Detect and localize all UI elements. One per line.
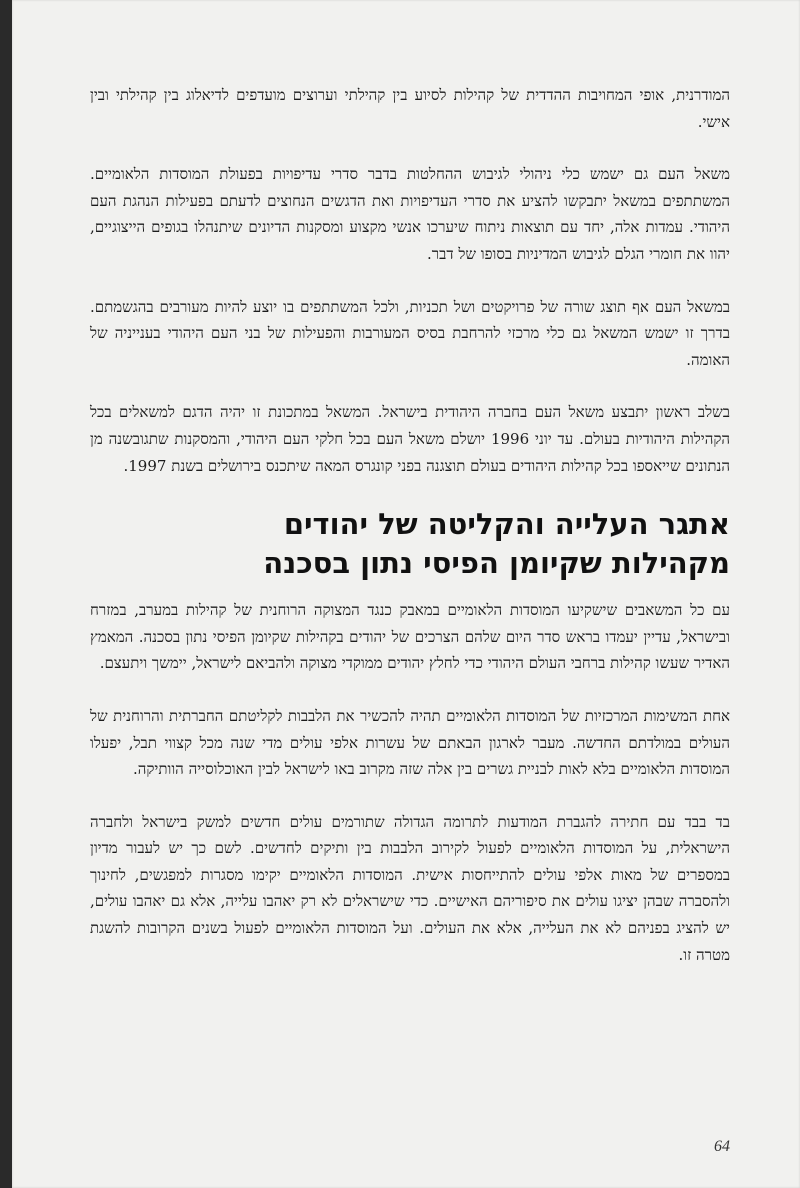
section-heading-line-1: אתגר העלייה והקליטה של יהודים [283,507,730,542]
paragraph-6: אחת המשימות המרכזיות של המוסדות הלאומיים תהיה להכשיר את הלבבות לקליטתם החברתית והרוחנית של העולים במולדתם החדשה. מעבר לארגון הבאתם של עשרות אלפי עולים מדי שנה מכל קצווי תבל, יפעלו המוסדות הלאומיים בלא לאות לבניית גשרים בין אלה שזה מקרוב באו לישראל לבין האוכלוסייה הוותיקה. [90,706,730,779]
paragraph-7: בד בבד עם חתירה להגברת המודעות לתרומה הגדולה שתורמים עולים חדשים למשק בישראל ולחברה הישראלית, על המוסדות הלאומיים לפעול לקירוב הלבבות בין ותיקים לחדשים. לשם כך יש לעבור מדיון במספרים של מאות אלפי עולים להתייחסות אישית. המוסדות הלאומיים יקימו מסגרות למפגשים, לחינוך ולהסברה שבהן יציגו עולים את סיפוריהם האישיים. כדי שישראלים לא רק יאהבו עלייה, אלא גם יאהבו עולים, יש להציג בפניהם לא את העלייה, אלא את העולים. ועל המוסדות הלאומיים לפעול בשנים הקרובות להשגת מטרה זו. [90,812,730,964]
section-heading-line-2: מקהילות שקיומן הפיסי נתון בסכנה [263,546,730,581]
paragraph-5: עם כל המשאבים שישקיעו המוסדות הלאומיים במאבק כנגד המצוקה הרוחנית של קהילות במערב, במזרח ובישראל, עדיין יעמדו בראש סדר היום שלהם הצרכים של יהודים בקהילות שקיומן הפיסי נתון בסכנה. המאמץ האדיר שעשו קהילות ברחבי העולם היהודי כדי לחלץ יהודים ממוקדי מצוקה ולהביאם לישראל, יימשך ויתעצם. [90,601,730,673]
paragraph-3: במשאל העם אף תוצג שורה של פרויקטים ושל תכניות, ולכל המשתתפים בו יוצע להיות מעורבים בהגשמתם. בדרך זו ישמש המשאל גם כלי מרכזי להרחבת בסיס המעורבות והפעילות של בני העם היהודי בענייניה של האומה. [90,297,730,369]
paragraph-1: המודרנית, אופי המחויבות ההדדית של קהילות לסיוע בין קהילתי וערוצים מועדפים לדיאלוג בין קהילתי ובין אישי. [90,86,730,131]
document-body [90,82,730,994]
document-page [12,0,800,1188]
section-heading [90,505,730,583]
paragraph-2: משאל העם גם ישמש כלי ניהולי לגיבוש ההחלטות בדבר סדרי עדיפויות בפעולת המוסדות הלאומיים. המשתתפים במשאל יתבקשו להציע את סדרי העדיפויות ואת הדגשים הנחוצים לדעתם בפעילות הנהגת העם היהודי. עמדות אלה, יחד עם תוצאות ניתוח שיערכו אנשי מקצוע ומסקנות הדיונים שיתנהלו בגופים הייצוגיים, יהוו את חומרי הגלם לגיבוש המדיניות בסופו של דבר. [90,165,730,263]
paragraph-4: בשלב ראשון יתבצע משאל העם בחברה היהודית בישראל. המשאל במתכונת זו יהיה הדגם למשאלים בכל הקהילות היהודיות בעולם. עד יוני 1996 יושלם משאל העם בכל חלקי העם היהודי, והמסקנות שתגובשנה מן הנתונים שייאספו בכל קהילות היהודים בעולם תוצגנה בפני קונגרס המאה שיתכנס בירושלים בשנת 1997. [90,403,730,475]
page-number: 64 [714,1138,730,1155]
